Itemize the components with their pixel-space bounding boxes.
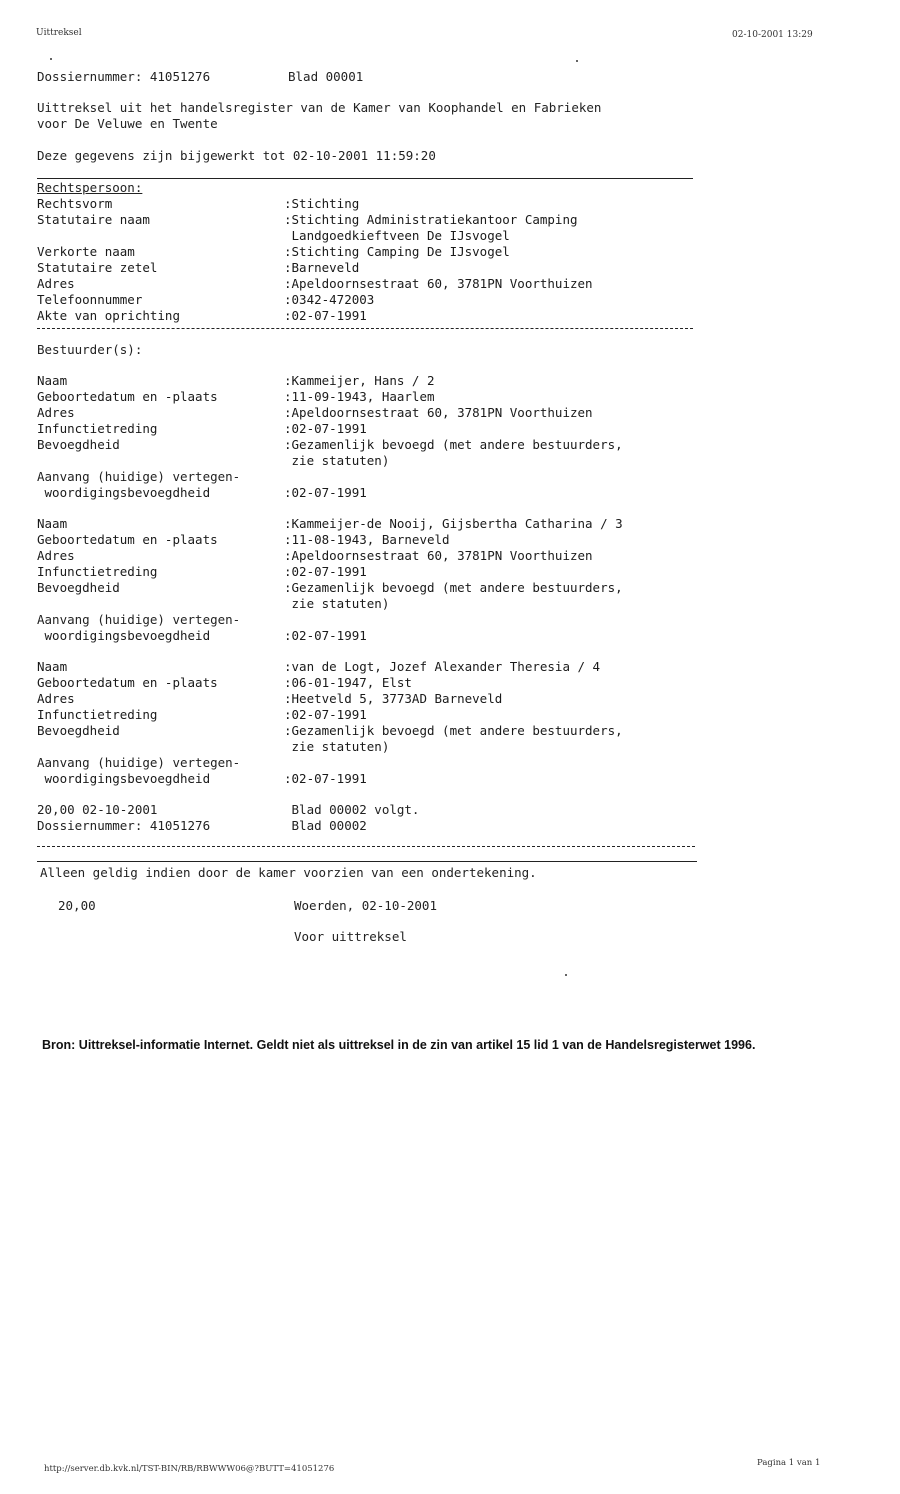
- field-row: [37, 739, 697, 755]
- validity-note: Alleen geldig indien door de kamer voorzien van een ondertekening.: [40, 865, 537, 880]
- blad-number-2: Blad 00002: [284, 818, 367, 833]
- doc-header-datetime: 02-10-2001 13:29: [732, 30, 813, 40]
- field-label: Adres: [37, 691, 75, 706]
- field-label: Naam: [37, 659, 68, 674]
- field-label: Infunctietreding: [37, 421, 158, 436]
- field-label: Geboortedatum en -plaats: [37, 532, 218, 547]
- blad-next: Blad 00002 volgt.: [284, 802, 420, 817]
- dossier-number-2: Dossiernummer: 41051276: [37, 818, 211, 833]
- price-date: 20,00 02-10-2001: [37, 802, 158, 817]
- field-value: :Gezamenlijk bevoegd (met andere bestuurders,: [284, 437, 623, 452]
- field-label: Adres: [37, 276, 75, 291]
- rechtspersoon-heading: Rechtspersoon:: [37, 180, 143, 195]
- field-row: [37, 771, 697, 787]
- field-value: :Barneveld: [284, 260, 360, 275]
- field-label: Geboortedatum en -plaats: [37, 389, 218, 404]
- intro-line-1: Uittreksel uit het handelsregister van de Kamer van Koophandel en Fabrieken: [37, 100, 602, 115]
- field-value: :Stichting Camping De IJsvogel: [284, 244, 510, 259]
- field-label: Infunctietreding: [37, 564, 158, 579]
- field-value: :Gezamenlijk bevoegd (met andere bestuurders,: [284, 723, 623, 738]
- field-value: :02-07-1991: [284, 421, 367, 436]
- field-row: [37, 373, 697, 389]
- field-row: [37, 308, 697, 324]
- place-date: Woerden, 02-10-2001: [294, 898, 437, 913]
- source-note: Bron: Uittreksel-informatie Internet. Geldt niet als uittreksel in de zin van artikel 15 lid 1 van de Handelsregisterwet 1996.: [42, 1038, 756, 1052]
- price: 20,00: [58, 898, 96, 913]
- field-value: :02-07-1991: [284, 485, 367, 500]
- field-value: :Stichting: [284, 196, 360, 211]
- field-value: :02-07-1991: [284, 771, 367, 786]
- field-row: [37, 421, 697, 437]
- field-value: :02-07-1991: [284, 628, 367, 643]
- field-row: [37, 260, 697, 276]
- field-label: Telefoonnummer: [37, 292, 143, 307]
- field-row: [37, 485, 697, 501]
- section-rule: [37, 861, 697, 862]
- field-value: :02-07-1991: [284, 707, 367, 722]
- field-row: [37, 532, 697, 548]
- field-label: Bevoegdheid: [37, 437, 120, 452]
- field-label: Infunctietreding: [37, 707, 158, 722]
- field-row: [37, 453, 697, 469]
- footer-url: http://server.db.kvk.nl/TST-BIN/RB/RBWWW06@?BUTT=41051276: [44, 1464, 335, 1474]
- field-label: woordigingsbevoegdheid: [37, 485, 211, 500]
- aanvang-label: Aanvang (huidige) vertegen-: [37, 612, 241, 627]
- field-value: :Gezamenlijk bevoegd (met andere bestuurders,: [284, 580, 623, 595]
- field-row: [37, 659, 697, 675]
- field-label: Verkorte naam: [37, 244, 135, 259]
- field-value: :Kammeijer-de Nooij, Gijsbertha Catharina / 3: [284, 516, 623, 531]
- field-value: :Apeldoornsestraat 60, 3781PN Voorthuizen: [284, 548, 593, 563]
- field-row: [37, 564, 697, 580]
- field-value: zie statuten): [284, 739, 390, 754]
- intro-line-2: voor De Veluwe en Twente: [37, 116, 218, 131]
- field-label: Bevoegdheid: [37, 580, 120, 595]
- scan-speck: [565, 974, 567, 976]
- field-row: [37, 244, 697, 260]
- field-value: :02-07-1991: [284, 564, 367, 579]
- field-row: [37, 723, 697, 739]
- field-row: [37, 228, 697, 244]
- field-value: :02-07-1991: [284, 308, 367, 323]
- field-row: [37, 548, 697, 564]
- field-label: Statutaire zetel: [37, 260, 158, 275]
- field-value: Landgoedkieftveen De IJsvogel: [284, 228, 510, 243]
- field-row: [37, 212, 697, 228]
- field-label: Rechtsvorm: [37, 196, 113, 211]
- field-label: Bevoegdheid: [37, 723, 120, 738]
- section-rule: [37, 178, 693, 179]
- field-row: [37, 580, 697, 596]
- field-label: woordigingsbevoegdheid: [37, 771, 211, 786]
- field-label: Naam: [37, 373, 68, 388]
- field-row: [37, 437, 697, 453]
- scan-speck: [50, 58, 52, 60]
- field-row: [37, 405, 697, 421]
- field-label: Statutaire naam: [37, 212, 150, 227]
- updated-line: Deze gegevens zijn bijgewerkt tot 02-10-2001 11:59:20: [37, 148, 436, 163]
- field-value: :van de Logt, Jozef Alexander Theresia / 4: [284, 659, 601, 674]
- doc-header-title: Uittreksel: [36, 28, 82, 38]
- field-row: [37, 707, 697, 723]
- scan-speck: [576, 60, 578, 62]
- footer-page: Pagina 1 van 1: [757, 1458, 821, 1468]
- field-value: :06-01-1947, Elst: [284, 675, 412, 690]
- field-row: [37, 628, 697, 644]
- field-label: Naam: [37, 516, 68, 531]
- bestuurders-heading: Bestuurder(s):: [37, 342, 143, 357]
- field-row: [37, 196, 697, 212]
- field-row: [37, 292, 697, 308]
- section-divider: [37, 846, 695, 847]
- field-value: :11-08-1943, Barneveld: [284, 532, 450, 547]
- dossier-number: Dossiernummer: 41051276: [37, 69, 211, 84]
- field-value: zie statuten): [284, 453, 390, 468]
- field-label: Geboortedatum en -plaats: [37, 675, 218, 690]
- field-label: woordigingsbevoegdheid: [37, 628, 211, 643]
- field-row: [37, 596, 697, 612]
- field-value: :11-09-1943, Haarlem: [284, 389, 435, 404]
- field-value: :Kammeijer, Hans / 2: [284, 373, 435, 388]
- voor-uittreksel: Voor uittreksel: [294, 929, 407, 944]
- field-value: :0342-472003: [284, 292, 375, 307]
- field-value: :Stichting Administratiekantoor Camping: [284, 212, 578, 227]
- field-row: [37, 389, 697, 405]
- aanvang-label: Aanvang (huidige) vertegen-: [37, 755, 241, 770]
- field-row: [37, 516, 697, 532]
- field-label: Adres: [37, 405, 75, 420]
- field-row: [37, 675, 697, 691]
- field-value: zie statuten): [284, 596, 390, 611]
- blad-number: Blad 00001: [288, 69, 364, 84]
- section-divider: [37, 328, 693, 329]
- field-value: :Apeldoornsestraat 60, 3781PN Voorthuizen: [284, 276, 593, 291]
- field-value: :Apeldoornsestraat 60, 3781PN Voorthuizen: [284, 405, 593, 420]
- field-row: [37, 691, 697, 707]
- field-row: [37, 276, 697, 292]
- field-label: Akte van oprichting: [37, 308, 180, 323]
- field-value: :Heetveld 5, 3773AD Barneveld: [284, 691, 503, 706]
- aanvang-label: Aanvang (huidige) vertegen-: [37, 469, 241, 484]
- field-label: Adres: [37, 548, 75, 563]
